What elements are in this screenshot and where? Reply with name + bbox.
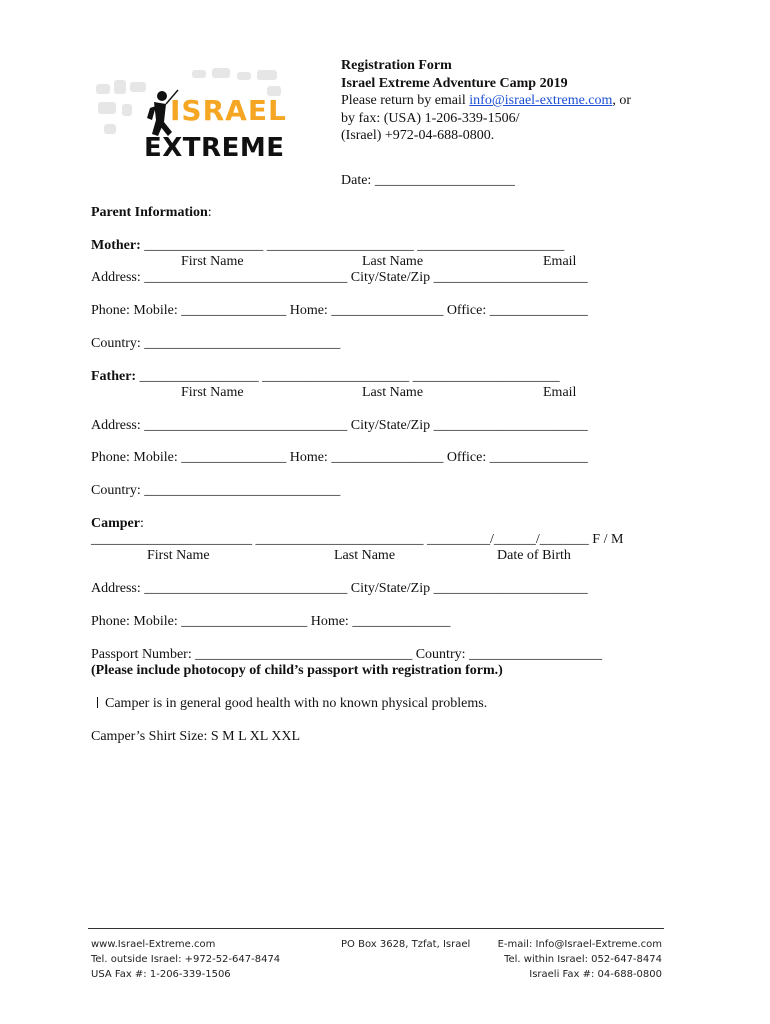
date-field[interactable]: Date: ____________________ xyxy=(341,173,515,188)
footer-usa-fax: USA Fax #: 1-206-339-1506 xyxy=(91,969,231,980)
footer-left xyxy=(91,937,280,982)
fax-usa: by fax: (USA) 1-206-339-1506/ xyxy=(341,110,520,126)
mother-first-name-caption: First Name xyxy=(181,254,244,269)
parent-info-label: Parent Information xyxy=(91,205,208,220)
footer-right xyxy=(486,937,662,982)
passport-note: (Please include photocopy of child’s passport with registration form.) xyxy=(91,663,503,678)
logo-line1: ISRAEL xyxy=(170,94,287,127)
logo-line2: EXTREME xyxy=(144,133,285,163)
return-suffix: , or xyxy=(612,93,632,108)
mother-name-fields[interactable]: _________________ _____________________ _____________________ xyxy=(144,238,565,253)
footer-website: www.Israel-Extreme.com xyxy=(91,939,216,950)
form-title: Registration Form xyxy=(341,58,452,73)
mother-name-row xyxy=(91,238,564,254)
footer-divider xyxy=(88,928,664,929)
camper-address-field[interactable]: Address: _____________________________ City/State/Zip ______________________ xyxy=(91,581,588,596)
footer-tel-outside: Tel. outside Israel: +972-52-647-8474 xyxy=(91,954,281,965)
mother-address-field[interactable]: Address: _____________________________ City/State/Zip ______________________ xyxy=(91,270,588,285)
camper-first-name-caption: First Name xyxy=(147,548,210,563)
footer-email: E-mail: Info@Israel-Extreme.com xyxy=(497,939,662,950)
camper-passport-field[interactable]: Passport Number: _______________________________ Country: ___________________ xyxy=(91,647,602,662)
mother-email-caption: Email xyxy=(543,254,577,269)
mother-country-field[interactable]: Country: ____________________________ xyxy=(91,336,341,351)
israel-extreme-logo xyxy=(92,62,292,172)
camper-label: Camper xyxy=(91,516,140,531)
camper-heading xyxy=(91,516,144,532)
form-subtitle: Israel Extreme Adventure Camp 2019 xyxy=(341,75,568,91)
shirt-size-row[interactable]: Camper’s Shirt Size: S M L XL XXL xyxy=(91,729,301,744)
father-last-name-caption: Last Name xyxy=(362,385,424,400)
parent-info-colon: : xyxy=(207,205,212,220)
camper-dob-caption: Date of Birth xyxy=(497,548,571,563)
return-line xyxy=(341,92,631,110)
return-prefix: Please return by email xyxy=(341,93,470,108)
father-address-field[interactable]: Address: _____________________________ City/State/Zip ______________________ xyxy=(91,418,588,433)
father-email-caption: Email xyxy=(543,385,577,400)
health-checkbox[interactable] xyxy=(97,697,98,708)
footer-address: PO Box 3628, Tzfat, Israel xyxy=(341,939,471,950)
camper-name-fields[interactable]: _______________________ ________________________ _________/______/_______ F / M xyxy=(91,532,624,547)
father-label: Father: xyxy=(91,369,137,384)
form-header xyxy=(341,57,631,145)
mother-last-name-caption: Last Name xyxy=(362,254,424,269)
parent-info-heading xyxy=(91,205,212,221)
camper-phone-field[interactable]: Phone: Mobile: __________________ Home: ______________ xyxy=(91,614,451,629)
fax-israel: (Israel) +972-04-688-0800. xyxy=(341,128,495,143)
father-name-fields[interactable]: _________________ _____________________ _____________________ xyxy=(139,369,560,384)
mother-label: Mother: xyxy=(91,238,141,253)
father-country-field[interactable]: Country: ____________________________ xyxy=(91,483,341,498)
footer-israeli-fax: Israeli Fax #: 04-688-0800 xyxy=(529,969,662,980)
footer-tel-within: Tel. within Israel: 052-647-8474 xyxy=(504,954,662,965)
return-email-link[interactable]: info@israel-extreme.com xyxy=(469,93,613,108)
health-statement xyxy=(97,696,487,712)
father-name-row xyxy=(91,369,560,385)
camper-colon: : xyxy=(140,516,144,531)
mother-phone-field[interactable]: Phone: Mobile: _______________ Home: ________________ Office: ______________ xyxy=(91,303,588,318)
father-first-name-caption: First Name xyxy=(181,385,244,400)
father-phone-field[interactable]: Phone: Mobile: _______________ Home: ________________ Office: ______________ xyxy=(91,450,588,465)
health-text: Camper is in general good health with no known physical problems. xyxy=(105,696,488,711)
camper-last-name-caption: Last Name xyxy=(334,548,396,563)
